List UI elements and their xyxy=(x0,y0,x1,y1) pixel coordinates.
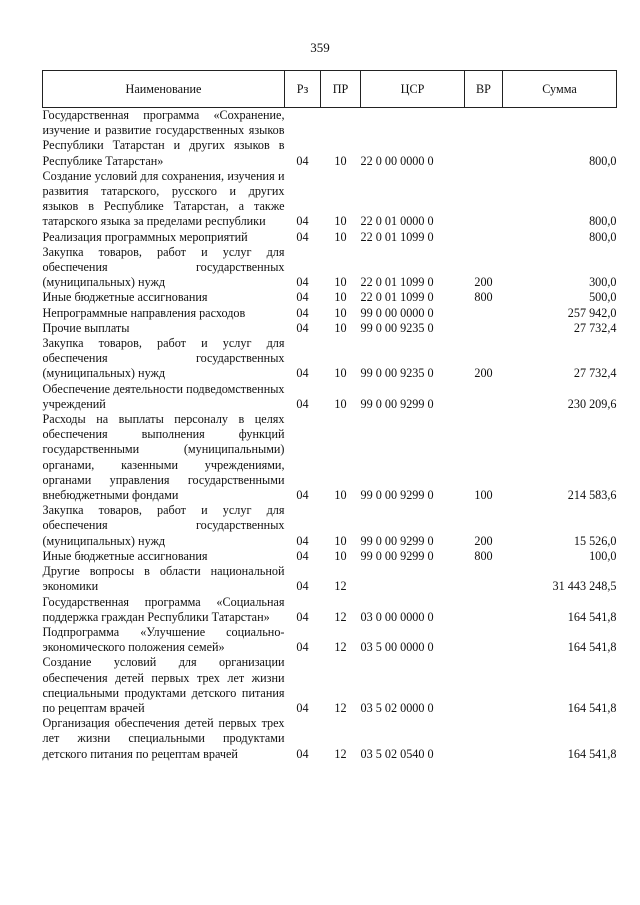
row-csr: 22 0 00 0000 0 xyxy=(360,153,434,168)
table-row xyxy=(43,230,617,245)
row-vr xyxy=(465,321,503,336)
table-row xyxy=(43,108,617,169)
row-name: Обеспечение деятельности подведомственных учреждений xyxy=(42,381,285,411)
row-name: Расходы на выплаты персоналу в целях обеспечения выполнения функций государственными (муниципальными) органами, казенными учреждениями, органами управления государственными внебюджетными фондами xyxy=(42,412,285,503)
row-vr xyxy=(465,169,503,230)
row-csr: 99 0 00 0000 0 xyxy=(360,305,434,320)
row-name: Реализация программных мероприятий xyxy=(42,229,248,244)
header-rz: Рз xyxy=(285,71,321,108)
row-pr: 12 xyxy=(334,700,347,715)
header-sum: Сумма xyxy=(503,71,617,108)
row-csr: 03 0 00 0000 0 xyxy=(360,609,434,624)
row-vr xyxy=(465,655,503,716)
row-csr: 03 5 00 0000 0 xyxy=(360,640,434,655)
table-row xyxy=(43,595,617,625)
table-row xyxy=(43,625,617,655)
row-pr: 10 xyxy=(334,533,347,548)
row-name: Государственная программа «Социальная поддержка граждан Республики Татарстан» xyxy=(42,594,285,624)
header-name: Наименование xyxy=(43,71,285,108)
row-pr: 10 xyxy=(334,153,347,168)
row-csr: 99 0 00 9235 0 xyxy=(360,320,434,335)
table-row xyxy=(43,564,617,594)
row-vr xyxy=(465,382,503,412)
row-rz: 04 xyxy=(296,640,309,655)
row-pr: 10 xyxy=(334,305,347,320)
row-sum: 300,0 xyxy=(589,275,617,290)
row-rz: 04 xyxy=(296,320,309,335)
row-pr: 10 xyxy=(334,548,347,563)
row-vr xyxy=(465,625,503,655)
row-rz: 04 xyxy=(296,488,309,503)
row-name: Создание условий для сохранения, изучения и развития татарского, русского и других языков в Республике Татарстан, а также татарского языка за пределами республики xyxy=(42,168,285,229)
table-header-row xyxy=(43,71,617,108)
row-sum: 800,0 xyxy=(589,214,617,229)
row-rz: 04 xyxy=(296,609,309,624)
row-name: Государственная программа «Сохранение, изучение и развитие государственных языков Республики Татарстан и других языков в Республике Татарстан» xyxy=(42,108,285,168)
row-rz: 04 xyxy=(296,214,309,229)
header-csr: ЦСР xyxy=(361,71,465,108)
header-vr: ВР xyxy=(465,71,503,108)
table-row xyxy=(43,412,617,503)
page-number: 359 xyxy=(310,40,330,55)
row-sum: 230 209,6 xyxy=(567,396,617,411)
row-rz: 04 xyxy=(296,305,309,320)
row-name: Другие вопросы в области национальной экономики xyxy=(42,564,285,594)
row-sum: 27 732,4 xyxy=(573,366,617,381)
row-sum: 31 443 248,5 xyxy=(552,579,617,594)
row-pr: 12 xyxy=(334,640,347,655)
row-name: Закупка товаров, работ и услуг для обеспечения государственных (муниципальных) нужд xyxy=(42,244,285,290)
row-sum: 800,0 xyxy=(589,153,617,168)
row-csr: 99 0 00 9299 0 xyxy=(360,488,434,503)
row-vr: 100 xyxy=(474,488,493,503)
row-csr: 22 0 01 0000 0 xyxy=(360,214,434,229)
table-row xyxy=(43,321,617,336)
row-sum: 100,0 xyxy=(589,548,617,563)
row-rz: 04 xyxy=(296,746,309,761)
row-rz: 04 xyxy=(296,396,309,411)
row-sum: 214 583,6 xyxy=(567,488,617,503)
table-row xyxy=(43,336,617,382)
row-csr: 99 0 00 9235 0 xyxy=(360,366,434,381)
row-sum: 257 942,0 xyxy=(567,305,617,320)
row-name: Организация обеспечения детей первых трех лет жизни специальными продуктами детского питания по рецептам врачей xyxy=(42,716,285,761)
row-vr xyxy=(465,564,503,594)
row-vr xyxy=(465,108,503,169)
row-pr: 12 xyxy=(334,746,347,761)
row-vr: 200 xyxy=(474,533,493,548)
table-row xyxy=(43,655,617,716)
row-sum: 27 732,4 xyxy=(573,320,617,335)
row-rz: 04 xyxy=(296,153,309,168)
row-pr: 12 xyxy=(334,579,347,594)
row-pr: 10 xyxy=(334,214,347,229)
row-csr: 99 0 00 9299 0 xyxy=(360,533,434,548)
row-pr: 10 xyxy=(334,366,347,381)
row-sum: 164 541,8 xyxy=(567,609,617,624)
row-vr xyxy=(465,716,503,762)
row-csr: 22 0 01 1099 0 xyxy=(360,290,434,305)
row-csr: 22 0 01 1099 0 xyxy=(360,275,434,290)
row-rz: 04 xyxy=(296,700,309,715)
row-name: Закупка товаров, работ и услуг для обеспечения государственных (муниципальных) нужд xyxy=(42,336,285,381)
row-pr: 10 xyxy=(334,290,347,305)
row-rz: 04 xyxy=(296,548,309,563)
row-csr: 99 0 00 9299 0 xyxy=(360,548,434,563)
row-pr: 10 xyxy=(334,320,347,335)
row-name: Создание условий для организации обеспечения детей первых трех лет жизни специальными продуктами детского питания по рецептам врачей xyxy=(42,655,285,715)
row-sum: 164 541,8 xyxy=(567,700,617,715)
row-sum: 800,0 xyxy=(589,229,617,244)
row-sum: 164 541,8 xyxy=(567,640,617,655)
row-rz: 04 xyxy=(296,229,309,244)
row-rz: 04 xyxy=(296,366,309,381)
row-name: Прочие выплаты xyxy=(42,320,130,335)
row-vr xyxy=(465,230,503,245)
row-vr xyxy=(465,595,503,625)
row-vr: 800 xyxy=(474,548,493,563)
row-vr: 200 xyxy=(474,275,493,290)
table-row xyxy=(43,245,617,291)
row-csr: 22 0 01 1099 0 xyxy=(360,229,434,244)
row-vr: 200 xyxy=(474,366,493,381)
row-rz: 04 xyxy=(296,533,309,548)
table-row xyxy=(43,169,617,230)
row-pr: 10 xyxy=(334,229,347,244)
row-sum: 164 541,8 xyxy=(567,746,617,761)
table-row xyxy=(43,716,617,762)
table-row xyxy=(43,382,617,412)
row-name: Закупка товаров, работ и услуг для обеспечения государственных (муниципальных) нужд xyxy=(42,503,285,548)
row-pr: 10 xyxy=(334,275,347,290)
row-pr: 12 xyxy=(334,609,347,624)
table-row xyxy=(43,549,617,564)
budget-table xyxy=(42,70,617,762)
row-vr xyxy=(465,306,503,321)
row-pr: 10 xyxy=(334,396,347,411)
row-csr: 03 5 02 0000 0 xyxy=(360,700,434,715)
row-csr: 99 0 00 9299 0 xyxy=(360,396,434,411)
row-sum: 15 526,0 xyxy=(573,533,617,548)
row-rz: 04 xyxy=(296,275,309,290)
table-row xyxy=(43,290,617,305)
row-sum: 500,0 xyxy=(589,290,617,305)
row-csr xyxy=(361,564,465,594)
row-vr: 800 xyxy=(474,290,493,305)
row-name: Непрограммные направления расходов xyxy=(42,305,246,320)
row-name: Иные бюджетные ассигнования xyxy=(42,548,208,563)
table-row xyxy=(43,306,617,321)
row-rz: 04 xyxy=(296,579,309,594)
table-row xyxy=(43,503,617,549)
row-csr: 03 5 02 0540 0 xyxy=(360,746,434,761)
row-pr: 10 xyxy=(334,488,347,503)
row-name: Подпрограмма «Улучшение социально-экономического положения семей» xyxy=(42,624,285,655)
header-pr: ПР xyxy=(321,71,361,108)
row-rz: 04 xyxy=(296,290,309,305)
row-name: Иные бюджетные ассигнования xyxy=(42,290,208,305)
table-body xyxy=(43,108,617,762)
